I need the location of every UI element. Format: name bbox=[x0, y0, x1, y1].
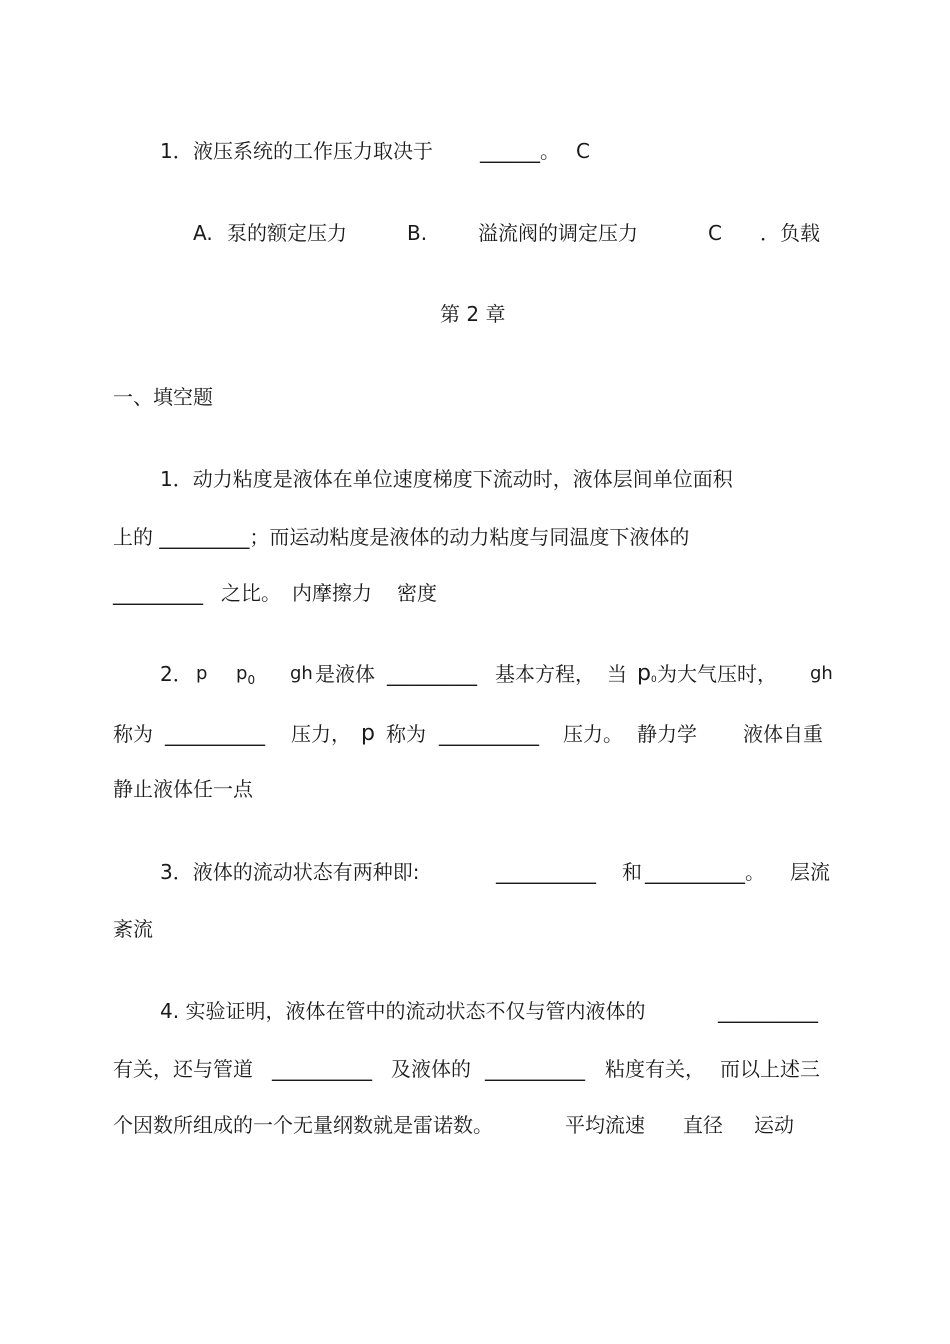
q4-line2-d: 而以上述三 bbox=[720, 1057, 820, 1081]
q4-answer-1: 平均流速 bbox=[565, 1113, 645, 1137]
q2-symbol-p-b: p bbox=[361, 721, 375, 746]
q1-answer-1: 内摩擦力 bbox=[292, 581, 372, 605]
q2-number: 2． bbox=[160, 662, 193, 686]
q2-text-a: 是液体 bbox=[315, 662, 375, 686]
chapter-title: 第 2 章 bbox=[440, 302, 506, 326]
q2-text-b: 基本方程， bbox=[495, 662, 595, 686]
q4-blank-c: __________ bbox=[485, 1057, 585, 1081]
q2-line-3: 静止液体任一点 bbox=[113, 777, 253, 801]
q3-blank-b: __________。 bbox=[645, 860, 765, 884]
q2-symbol-p0-b: p0 bbox=[637, 661, 657, 686]
option-a-text: 泵的额定压力 bbox=[227, 221, 347, 245]
q2-symbol-gh-b: gh bbox=[810, 663, 833, 684]
q2-blank-c: __________ bbox=[439, 722, 539, 746]
q2-blank-b: __________ bbox=[165, 722, 265, 746]
q2-line2-a: 称为 bbox=[113, 722, 153, 746]
q4-line-1: 4. 实验证明，液体在管中的流动状态不仅与管内液体的 bbox=[160, 999, 646, 1023]
q2-line2-b: 压力， bbox=[291, 722, 351, 746]
q4-line-3: 个因数所组成的一个无量纲数就是雷诺数。 bbox=[113, 1113, 493, 1137]
q4-blank-b: __________ bbox=[272, 1057, 372, 1081]
q2-text-d: 为大气压时， bbox=[657, 662, 777, 686]
q2-symbol-p: p bbox=[196, 663, 208, 684]
q1-line-1: 1．动力粘度是液体在单位速度梯度下流动时，液体层间单位面积 bbox=[160, 467, 733, 491]
q2-symbol-p0: $p_0$ bbox=[236, 663, 256, 687]
option-b-letter: B. bbox=[407, 221, 428, 245]
option-c-letter: C bbox=[708, 221, 722, 245]
q2-text-c: 当 bbox=[607, 662, 627, 686]
section-title: 一、填空题 bbox=[113, 385, 213, 409]
q1-answer-2: 密度 bbox=[397, 581, 437, 605]
q2-line2-d: 压力。 bbox=[563, 722, 623, 746]
q4-line2-c: 粘度有关， bbox=[605, 1057, 705, 1081]
q3-answer-2: 紊流 bbox=[113, 917, 153, 941]
q4-blank-a: __________ bbox=[718, 999, 818, 1023]
question-1-blank: ______。 bbox=[480, 139, 560, 163]
q4-line2-b: 及液体的 bbox=[391, 1057, 471, 1081]
q2-line2-c: 称为 bbox=[386, 722, 426, 746]
q3-and: 和 bbox=[622, 860, 642, 884]
question-1-answer: C bbox=[576, 139, 590, 163]
q3-line-1: 3．液体的流动状态有两种即: bbox=[160, 860, 420, 884]
option-a-letter: A. bbox=[193, 221, 213, 245]
q2-answer-2: 液体自重 bbox=[743, 722, 823, 746]
question-1-number: 1． bbox=[160, 139, 193, 163]
option-b-text: 溢流阀的调定压力 bbox=[478, 221, 638, 245]
q1-line-3: 之比。 bbox=[221, 581, 281, 605]
q4-answer-3: 运动 bbox=[754, 1113, 794, 1137]
q2-answer-1: 静力学 bbox=[637, 722, 697, 746]
q2-blank-a: _________ bbox=[387, 662, 477, 686]
question-1-stem: 液压系统的工作压力取决于 bbox=[193, 139, 433, 163]
q1-blank-2: _________ bbox=[113, 581, 203, 605]
q4-answer-2: 直径 bbox=[683, 1113, 723, 1137]
q3-blank-a: __________ bbox=[496, 860, 596, 884]
option-c-text: ．负载 bbox=[760, 221, 820, 245]
q3-answer-1: 层流 bbox=[790, 860, 830, 884]
q4-line2-a: 有关，还与管道 bbox=[113, 1057, 253, 1081]
q2-symbol-gh: gh bbox=[290, 663, 313, 684]
q1-line-2: 上的 _________；而运动粘度是液体的动力粘度与同温度下液体的 bbox=[113, 525, 690, 549]
